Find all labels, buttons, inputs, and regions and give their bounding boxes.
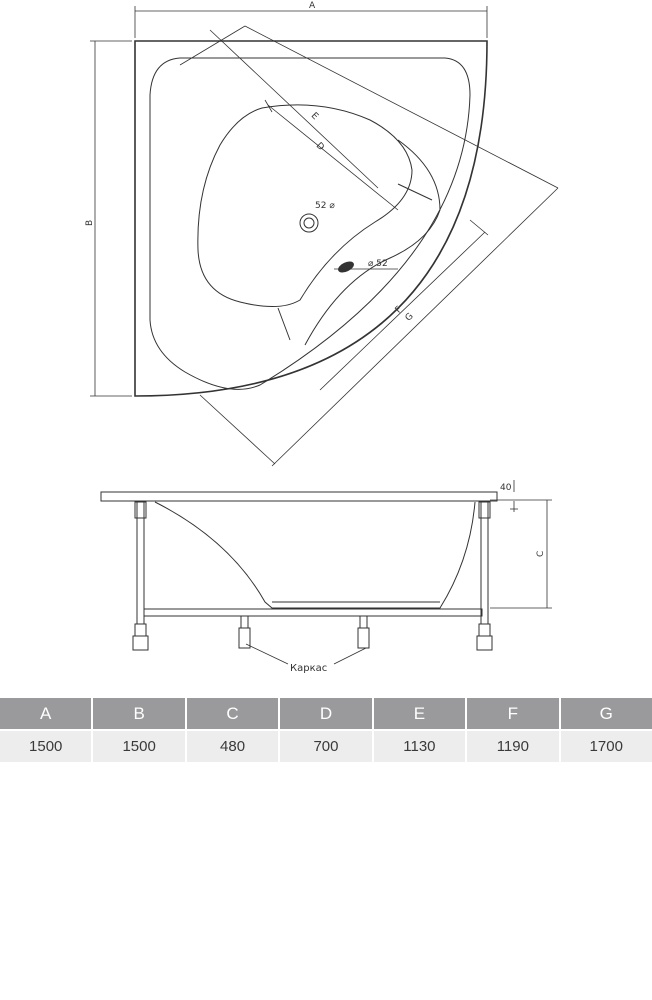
table-value-cell: 700 bbox=[280, 731, 371, 762]
plan-view-drawing bbox=[0, 0, 652, 470]
table-header-cell: D bbox=[280, 698, 371, 729]
frame-label: Каркас bbox=[290, 663, 328, 674]
table-value-cell: 1700 bbox=[561, 731, 652, 762]
drain-icon bbox=[300, 214, 318, 232]
dim-b-label: B bbox=[85, 219, 95, 226]
tub-body bbox=[155, 502, 475, 608]
dim-c-label: C bbox=[536, 550, 546, 557]
dimensions-table bbox=[0, 698, 652, 762]
bath-rim bbox=[101, 492, 497, 501]
table-header-cell: G bbox=[561, 698, 652, 729]
table-header-cell: B bbox=[93, 698, 184, 729]
frame-leg-left bbox=[137, 502, 144, 624]
side-view-drawing bbox=[0, 470, 652, 692]
table-header-row bbox=[0, 698, 652, 729]
dim-a-label: A bbox=[309, 1, 316, 11]
overflow-icon bbox=[337, 260, 355, 274]
table-header-cell: E bbox=[374, 698, 465, 729]
table-header-cell: A bbox=[0, 698, 91, 729]
frame-crossbar bbox=[144, 609, 482, 616]
dim-e-label: E bbox=[308, 110, 320, 123]
drain-size-label: 52 ⌀ bbox=[315, 201, 335, 211]
table-value-cell: 480 bbox=[187, 731, 278, 762]
frame-leg-center-left bbox=[241, 616, 248, 628]
dim-d-label: D bbox=[313, 140, 326, 153]
dim-f-label: F bbox=[393, 304, 405, 316]
table-value-cell: 1130 bbox=[374, 731, 465, 762]
table-header-cell: C bbox=[187, 698, 278, 729]
frame-leg-center-right bbox=[360, 616, 367, 628]
overflow-size-label: ⌀ 52 bbox=[368, 259, 388, 269]
rim-thickness-label: 40 bbox=[500, 483, 512, 493]
table-value-cell: 1500 bbox=[93, 731, 184, 762]
frame-leg-right bbox=[481, 502, 488, 624]
table-header-cell: F bbox=[467, 698, 558, 729]
table-value-cell: 1190 bbox=[467, 731, 558, 762]
table-value-cell: 1500 bbox=[0, 731, 91, 762]
table-row bbox=[0, 731, 652, 762]
dim-g-label: G bbox=[403, 311, 416, 324]
